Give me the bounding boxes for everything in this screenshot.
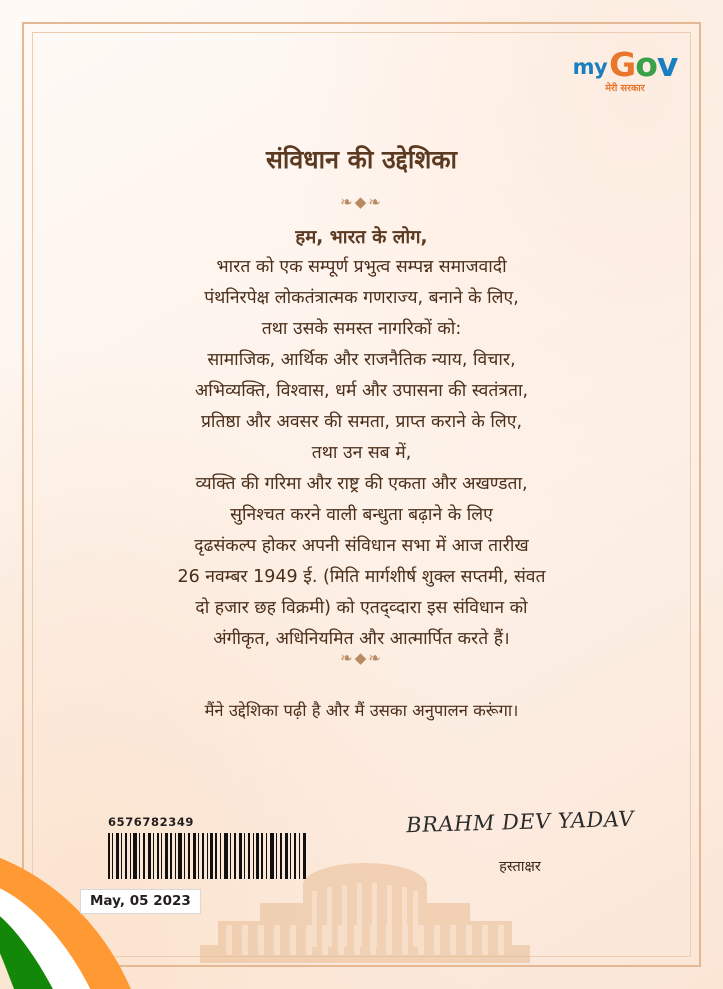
pledge-text: मैंने उद्देशिका पढ़ी है और मैं उसका अनुपालन करूंगा।	[204, 701, 519, 720]
ornament-divider-top: ❧◆❧	[340, 195, 383, 211]
preamble-text	[60, 252, 663, 655]
logo-letter-o: o	[635, 45, 657, 84]
preamble-line: सुनिश्चत करने वाली बन्धुता बढ़ाने के लिए	[230, 505, 493, 525]
preamble-line: अभिव्यक्ति, विश्वास, धर्म और उपासना की स्वतंत्रता,	[194, 381, 529, 401]
mygov-logo-wordmark	[571, 45, 679, 84]
signature-block	[400, 806, 640, 876]
preamble-line: अंगीकृत, अधिनियमित और आत्मार्पित करते हैं।	[213, 629, 510, 649]
barcode-image	[108, 833, 308, 879]
preamble-line: सामाजिक, आर्थिक और राजनैतिक न्याय, विचार,	[207, 350, 516, 370]
logo-letter-v: v	[656, 45, 678, 84]
preamble-line: 26 नवम्बर 1949 ई. (मिति मार्गशीर्ष शुक्ल सप्तमी, संवत	[177, 567, 546, 587]
mygov-logo	[571, 45, 679, 94]
page-title: संविधान की उद्देशिका	[265, 145, 458, 174]
preamble-line: व्यक्ति की गरिमा और राष्ट्र की एकता और अखण्डता,	[195, 474, 528, 494]
preamble-line: प्रतिष्ठा और अवसर की समता, प्राप्त कराने के लिए,	[200, 412, 523, 432]
logo-subtitle: मेरी सरकार	[605, 83, 645, 94]
preamble-line: पंथनिरपेक्ष लोकतंत्रात्मक गणराज्य, बनाने के लिए,	[204, 288, 519, 308]
preamble-line: तथा उसके समस्त नागरिकों को:	[261, 319, 462, 339]
signature-name: BRAHM DEV YADAV	[404, 806, 636, 838]
logo-gov-text	[609, 45, 678, 84]
signature-label: हस्ताक्षर	[499, 859, 541, 875]
preamble-line: दृढसंकल्प होकर अपनी संविधान सभा में आज तारीख	[194, 536, 529, 556]
preamble-salutation: हम, भारत के लोग,	[295, 227, 428, 248]
logo-letter-g: G	[609, 45, 636, 84]
preamble-line: दो हजार छह विक्रमी) को एतद्व्दारा इस संविधान को	[195, 598, 528, 618]
preamble-line: तथा उन सब में,	[311, 443, 412, 463]
barcode-block	[108, 815, 314, 879]
ornament-divider-bottom: ❧◆❧	[340, 651, 383, 667]
barcode-number: 6576782349	[108, 815, 195, 829]
issue-date-badge: May, 05 2023	[80, 889, 201, 914]
preamble-line: भारत को एक सम्पूर्ण प्रभुत्व सम्पन्न समाजवादी	[216, 257, 507, 277]
logo-my-text: my	[572, 55, 608, 79]
